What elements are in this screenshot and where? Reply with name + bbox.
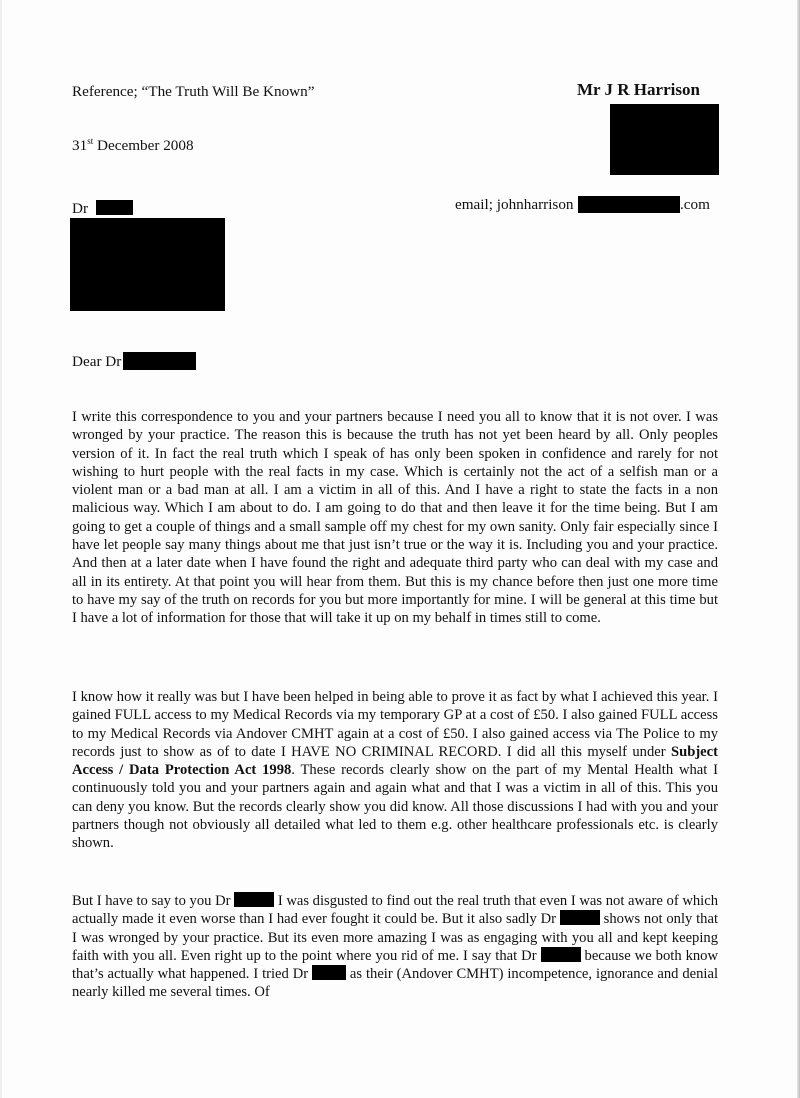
redacted-doctor-name — [541, 947, 581, 962]
sender-name: Mr J R Harrison — [577, 80, 700, 99]
paragraph-3-text: But I have to say to you Dr — [72, 893, 231, 909]
date-suffix: st — [87, 135, 94, 146]
redacted-salutation-name — [123, 352, 196, 370]
redacted-doctor-name — [312, 965, 346, 980]
paragraph-1: I write this correspondence to you and your partners because I need you all to know that it is not over. I was wronged by your practice. The reason this is because the truth has not yet been heard by all. Only peoples version of it. In fact the real truth which I speak of has only been spoken in confidence and rarely for not wishing to hurt people with the real facts in my case. Which is certainly not the act of a selfish man or a violent man or a bad man at all. I am a victim in all of this. And I have a right to state the facts in a non malicious way. Which I am about to do. I am going to do that and then leave it for the time being. But I am going to get a couple of things and a small sample off my chest for my own sanity. Only fair especially since I have let people say many things about me that just isn’t true or the way it is. Including you and your practice. And then at a later date when I have found the right and adequate third party who can deal with my case and all in its entirety. At that point you will hear from them. But this is my chance before then just one more time to have my say of the truth on records for you but more importantly for mine. I will be general at this time but I have a lot of information for those that will take it up on my behalf in times still to come. — [72, 409, 718, 627]
paragraph-3 — [72, 892, 718, 1002]
letter-date — [72, 137, 194, 155]
email-suffix: .com — [680, 196, 710, 213]
email-line — [455, 196, 574, 214]
salutation: Dear Dr — [72, 353, 122, 370]
email-prefix: email; johnharrison — [455, 196, 574, 213]
date-rest: December 2008 — [93, 137, 194, 154]
redacted-recipient-address — [70, 218, 225, 311]
date-day: 31 — [72, 137, 88, 154]
data-protection-act: Subject Access / Data Protection Act 1998 — [72, 743, 718, 779]
redacted-recipient-name — [96, 200, 133, 215]
paragraph-2-text: I know how it really was but I have been helped in being able to prove it as fact by what I achieved this year. I gained FULL access to my Medical Records via my temporary GP at a cost of £50. I also gained FULL access to my Medical Records via Andover CMHT again at a cost of £50. I also gained access via The Police to my records just to show as of to date I HAVE NO CRIMINAL RECORD. I did all this myself under — [72, 689, 718, 760]
paragraph-2 — [72, 688, 718, 853]
redacted-sender-address — [610, 104, 719, 175]
redacted-doctor-name — [560, 910, 600, 925]
paragraph-3-text: I was disgusted to find out the real truth that even I was not aware of which actually made it even worse than I had ever fought it could be. But it also sadly Dr — [72, 893, 718, 928]
paragraph-2-text-cont: . These records clearly show on the part of my Mental Health what I continuously told you and your partners again and again what and that I was a victim in all of this. This you can deny you know. But the records clearly show you did know. All those discussions I had with you and your partners though not obviously all detailed what led to them e.g. other healthcare professionals etc. is clearly shown. — [72, 762, 718, 852]
redacted-email — [578, 196, 680, 213]
reference-line: Reference; “The Truth Will Be Known” — [72, 83, 315, 100]
redacted-doctor-name — [234, 892, 274, 907]
paragraph-3-text: as their (Andover CMHT) incompetence, ignorance and denial nearly killed me several times. Of — [72, 966, 718, 1001]
paragraph-3-text: shows not only that I was wronged by your practice. But its even more amazing I was as engaging with you all and kept keeping faith with you all. Even right up to the point where you rid of me. I say that Dr — [72, 911, 719, 964]
paragraph-3-text: because we both know that’s actually what happened. I tried Dr — [72, 947, 719, 983]
scan-edge — [0, 0, 2, 1098]
recipient-title: Dr — [72, 200, 89, 217]
